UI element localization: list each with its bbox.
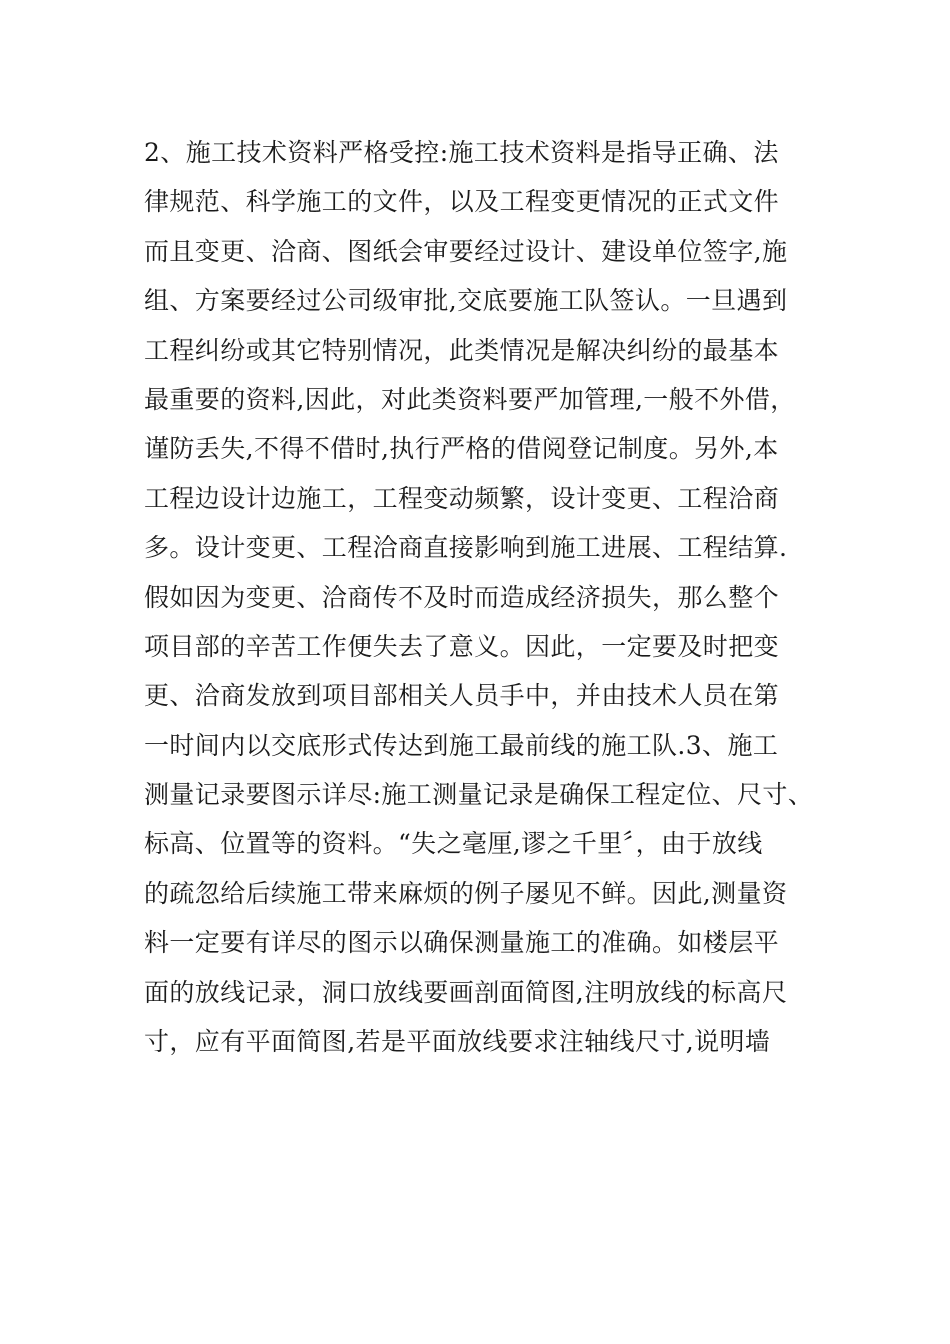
text-line-5: 工程纠纷或其它特别情况，此类情况是解决纠纷的最基本 <box>144 335 780 365</box>
text-line-13: 一时间内以交底形式传达到施工最前线的施工队.3、施工 <box>144 730 779 760</box>
text-line-14: 测量记录要图示详尽:施工测量记录是确保工程定位、尺寸、 <box>144 780 814 810</box>
text-line-15: 标高、位置等的资料。“失之毫厘,谬之千里〞，由于放线 <box>144 829 763 859</box>
text-line-9: 多。设计变更、工程洽商直接影响到施工进展、工程结算. <box>144 533 788 563</box>
text-line-18: 面的放线记录，洞口放线要画剖面简图,注明放线的标高尺 <box>144 977 788 1007</box>
body-text <box>144 128 824 1066</box>
text-line-8: 工程边设计边施工，工程变动频繁，设计变更、工程洽商 <box>144 483 780 513</box>
text-line-1: 2、施工技术资料严格受控:施工技术资料是指导正确、法 <box>144 138 779 167</box>
text-line-19: 寸，应有平面简图,若是平面放线要求注轴线尺寸,说明墙 <box>144 1027 771 1057</box>
text-line-17: 料一定要有详尽的图示以确保测量施工的准确。如楼层平 <box>144 928 780 958</box>
text-line-3: 而且变更、洽商、图纸会审要经过设计、建设单位签字,施 <box>144 236 788 266</box>
text-line-11: 项目部的辛苦工作便失去了意义。因此，一定要及时把变 <box>144 631 780 661</box>
text-line-4: 组、方案要经过公司级审批,交底要施工队签认。一旦遇到 <box>144 286 788 316</box>
text-line-16: 的疏忽给后续施工带来麻烦的例子屡见不鲜。因此,测量资 <box>144 878 788 908</box>
text-line-6: 最重要的资料,因此，对此类资料要严加管理,一般不外借， <box>144 384 796 414</box>
text-line-12: 更、洽商发放到项目部相关人员手中，并由技术人员在第 <box>144 681 780 711</box>
text-line-10: 假如因为变更、洽商传不及时而造成经济损失，那么整个 <box>144 582 780 612</box>
text-line-2: 律规范、科学施工的文件，以及工程变更情况的正式文件 <box>144 187 780 217</box>
text-line-7: 谨防丢失,不得不借时,执行严格的借阅登记制度。另外,本 <box>144 434 779 464</box>
